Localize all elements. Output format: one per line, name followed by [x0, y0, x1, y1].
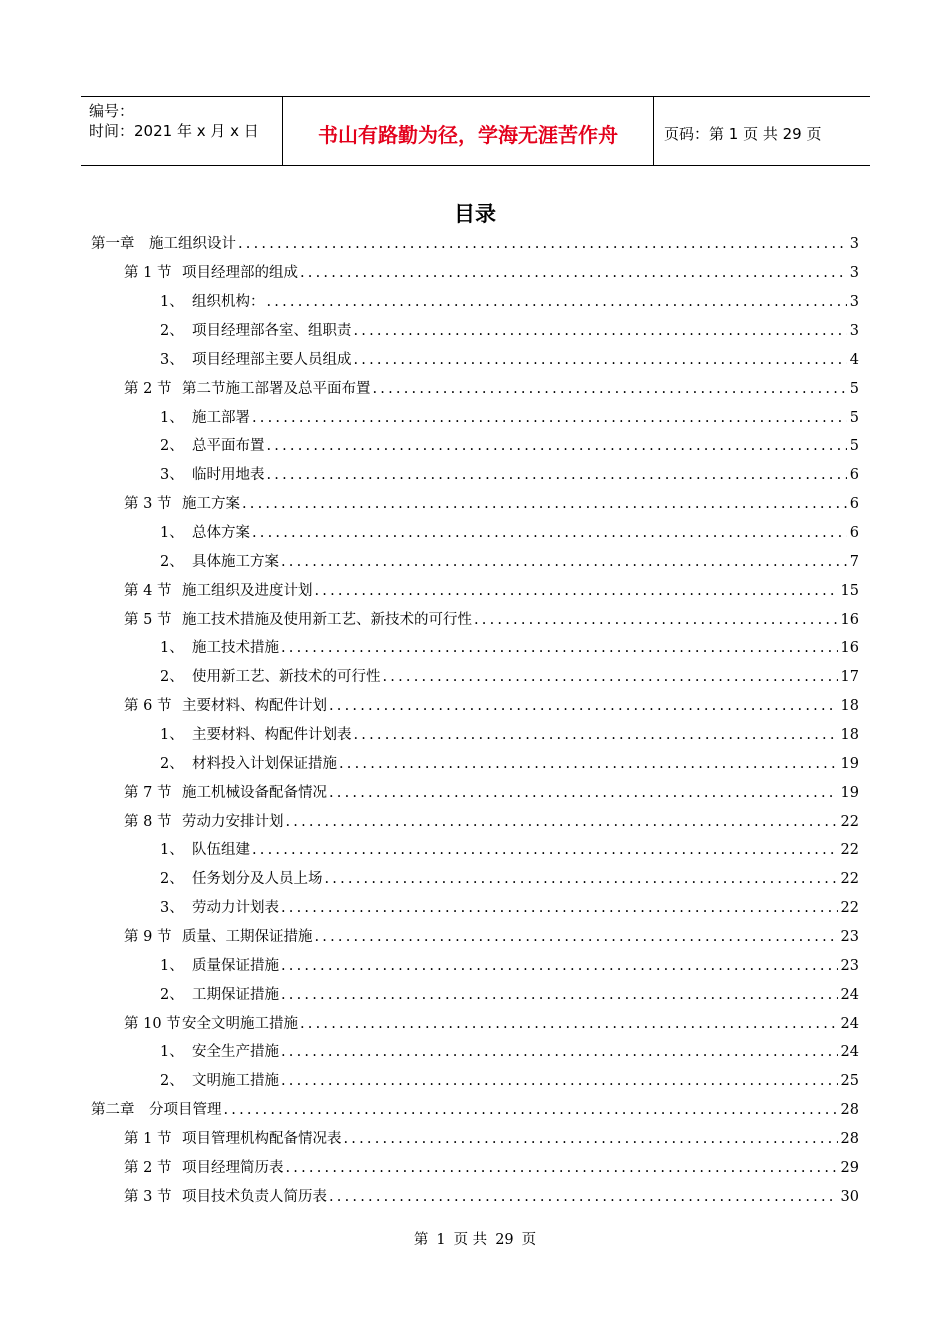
toc-entry-text: 分项目管理 [149, 1102, 222, 1118]
toc-leader-dots [286, 812, 838, 832]
toc-entry-text: 项目技术负责人简历表 [182, 1189, 327, 1205]
toc-entry-number: 2、 [160, 554, 184, 570]
toc-entry[interactable] [124, 581, 859, 601]
toc-leader-dots [267, 436, 847, 456]
toc-entry-number: 2、 [160, 438, 184, 454]
toc-entry-text: 材料投入计划保证措施 [192, 756, 337, 772]
toc-entry-page: 24 [840, 987, 859, 1003]
toc-entry-text: 劳动力安排计划 [182, 814, 284, 830]
toc-entry-number: 第 1 节 [124, 1131, 172, 1147]
toc-entry[interactable] [160, 1042, 859, 1062]
toc-entry-number: 1、 [160, 410, 184, 426]
toc-entry-page: 28 [840, 1131, 859, 1147]
toc-entry[interactable] [160, 898, 859, 918]
toc-entry-page: 25 [840, 1073, 859, 1089]
toc-entry-number: 第 2 节 [124, 1160, 172, 1176]
toc-leader-dots [281, 638, 838, 658]
toc-leader-dots [354, 350, 847, 370]
toc-leader-dots [373, 379, 847, 399]
toc-leader-dots [325, 869, 838, 889]
toc-entry-text: 项目经理简历表 [182, 1160, 284, 1176]
toc-entry-text: 项目经理部各室、组职责 [192, 323, 352, 339]
toc-entry-number: 3、 [160, 467, 184, 483]
toc-leader-dots [281, 1071, 838, 1091]
toc-entry[interactable] [124, 494, 859, 514]
toc-entry-page: 22 [840, 842, 859, 858]
toc-entry[interactable] [124, 263, 859, 283]
toc-leader-dots [252, 523, 847, 543]
toc-entry-page: 29 [840, 1160, 859, 1176]
toc-leader-dots [267, 292, 847, 312]
toc-entry[interactable] [160, 465, 859, 485]
toc-entry-number: 3、 [160, 900, 184, 916]
toc-leader-dots [281, 898, 838, 918]
toc-entry-text: 劳动力计划表 [192, 900, 279, 916]
toc-entry-text: 施工技术措施及使用新工艺、新技术的可行性 [182, 612, 472, 628]
toc-entry-number: 第 5 节 [124, 612, 172, 628]
footer-current-page: 1 [436, 1232, 446, 1248]
toc-entry-number: 第 8 节 [124, 814, 172, 830]
toc-entry-number: 第 6 节 [124, 698, 172, 714]
toc-entry[interactable] [160, 523, 859, 543]
toc-entry-number: 1、 [160, 842, 184, 858]
toc-leader-dots [224, 1100, 838, 1120]
toc-entry[interactable] [160, 321, 859, 341]
toc-entry-text: 总平面布置 [192, 438, 265, 454]
toc-entry-text: 质量、工期保证措施 [182, 929, 313, 945]
toc-entry-page: 16 [840, 612, 859, 628]
toc-entry-page: 17 [840, 669, 859, 685]
toc-entry[interactable] [160, 840, 859, 860]
footer-prefix: 第 [413, 1232, 429, 1248]
toc-entry-number: 2、 [160, 323, 184, 339]
toc-entry-number: 第 3 节 [124, 496, 172, 512]
toc-entry-page: 24 [840, 1016, 859, 1032]
toc-entry-text: 安全文明施工措施 [182, 1016, 298, 1032]
toc-leader-dots [281, 1042, 838, 1062]
toc-leader-dots [315, 581, 838, 601]
toc-leader-dots [267, 465, 847, 485]
toc-entry-number: 第 2 节 [124, 381, 172, 397]
toc-entry[interactable] [160, 1071, 859, 1091]
toc-entry[interactable] [124, 1158, 859, 1178]
toc-entry[interactable] [160, 754, 859, 774]
toc-entry-page: 15 [840, 583, 859, 599]
toc-entry-number: 第 1 节 [124, 265, 172, 281]
toc-leader-dots [238, 234, 847, 254]
toc-entry-number: 第 10 节 [124, 1016, 181, 1032]
toc-entry-number: 第 3 节 [124, 1189, 172, 1205]
toc-leader-dots [354, 321, 847, 341]
toc-entry-page: 19 [840, 756, 859, 772]
toc-entry-page: 18 [840, 698, 859, 714]
toc-leader-dots [344, 1129, 838, 1149]
toc-entry-page: 24 [840, 1044, 859, 1060]
toc-entry[interactable] [91, 234, 859, 254]
toc-leader-dots [252, 840, 838, 860]
document-header [81, 96, 870, 166]
toc-entry[interactable] [91, 1100, 859, 1120]
toc-leader-dots [383, 667, 838, 687]
toc-entry[interactable] [124, 927, 859, 947]
toc-entry-number: 1、 [160, 525, 184, 541]
toc-entry-text: 项目管理机构配备情况表 [182, 1131, 342, 1147]
toc-entry-text: 使用新工艺、新技术的可行性 [192, 669, 381, 685]
toc-entry-number: 2、 [160, 987, 184, 1003]
toc-entry-page: 5 [849, 438, 859, 454]
header-meta [81, 97, 283, 165]
toc-entry[interactable] [160, 956, 859, 976]
page-footer [0, 1228, 950, 1249]
toc-leader-dots [329, 696, 838, 716]
toc-entry-page: 22 [840, 900, 859, 916]
toc-entry-page: 4 [849, 352, 859, 368]
toc-entry-page: 28 [840, 1102, 859, 1118]
toc-leader-dots [281, 985, 838, 1005]
toc-entry-page: 6 [849, 467, 859, 483]
toc-entry[interactable] [160, 638, 859, 658]
toc-entry-page: 23 [840, 958, 859, 974]
toc-entry[interactable] [124, 1014, 859, 1034]
toc-entry[interactable] [124, 696, 859, 716]
toc-entry-page: 5 [849, 381, 859, 397]
toc-entry-page: 19 [840, 785, 859, 801]
toc-entry-text: 任务划分及人员上场 [192, 871, 323, 887]
toc-entry-number: 1、 [160, 1044, 184, 1060]
header-page-info: 页码：第 1 页 共 29 页 [664, 124, 822, 143]
toc-entry-text: 主要材料、构配件计划 [182, 698, 327, 714]
toc-entry-text: 具体施工方案 [192, 554, 279, 570]
toc-entry-text: 临时用地表 [192, 467, 265, 483]
toc-entry-number: 1、 [160, 958, 184, 974]
toc-leader-dots [252, 408, 847, 428]
toc-entry[interactable] [124, 1129, 859, 1149]
toc-entry-text: 组织机构： [192, 294, 265, 310]
toc-entry[interactable] [160, 985, 859, 1005]
toc-leader-dots [281, 956, 838, 976]
toc-entry-number: 2、 [160, 669, 184, 685]
toc-leader-dots [300, 1014, 838, 1034]
toc-entry-page: 16 [840, 640, 859, 656]
toc-entry-page: 6 [849, 525, 859, 541]
toc-entry-number: 1、 [160, 727, 184, 743]
toc-entry-number: 第一章 [91, 236, 135, 252]
toc-entry-text: 工期保证措施 [192, 987, 279, 1003]
toc-entry-page: 22 [840, 871, 859, 887]
toc-entry-number: 第 4 节 [124, 583, 172, 599]
toc-entry[interactable] [160, 552, 859, 572]
toc-entry-number: 第二章 [91, 1102, 135, 1118]
toc-entry-number: 2、 [160, 871, 184, 887]
toc-leader-dots [329, 1187, 838, 1207]
toc-entry-page: 3 [849, 236, 859, 252]
toc-entry-page: 5 [849, 410, 859, 426]
toc-entry-text: 施工组织及进度计划 [182, 583, 313, 599]
toc-entry-text: 总体方案 [192, 525, 250, 541]
toc-entry-page: 3 [849, 265, 859, 281]
toc-entry-text: 施工组织设计 [149, 236, 236, 252]
toc-entry[interactable] [124, 379, 859, 399]
toc-title: 目录 [454, 202, 496, 226]
toc-entry-page: 18 [840, 727, 859, 743]
toc-entry-text: 项目经理部的组成 [182, 265, 298, 281]
toc-entry[interactable] [160, 408, 859, 428]
toc-entry-number: 第 9 节 [124, 929, 172, 945]
toc-leader-dots [329, 783, 838, 803]
time-label: 时间：2021 年 x 月 x 日 [89, 122, 259, 140]
toc-leader-dots [315, 927, 838, 947]
toc-entry-text: 主要材料、构配件计划表 [192, 727, 352, 743]
toc-entry-text: 施工部署 [192, 410, 250, 426]
toc-entry[interactable] [160, 869, 859, 889]
toc-entry-text: 安全生产措施 [192, 1044, 279, 1060]
toc-entry[interactable] [160, 436, 859, 456]
toc-entry[interactable] [160, 350, 859, 370]
toc-entry[interactable] [124, 610, 859, 630]
toc-leader-dots [300, 263, 847, 283]
toc-entry-page: 3 [849, 294, 859, 310]
toc-entry[interactable] [124, 812, 859, 832]
toc-entry[interactable] [124, 783, 859, 803]
toc-entry-number: 第 7 节 [124, 785, 172, 801]
toc-entry[interactable] [160, 292, 859, 312]
toc-entry-text: 质量保证措施 [192, 958, 279, 974]
toc-entry-text: 施工技术措施 [192, 640, 279, 656]
toc-entry-text: 文明施工措施 [192, 1073, 279, 1089]
footer-suffix: 页 [521, 1232, 537, 1248]
toc-entry-number: 2、 [160, 1073, 184, 1089]
toc-entry-text: 施工方案 [182, 496, 240, 512]
toc-entry-number: 1、 [160, 640, 184, 656]
toc-entry-page: 3 [849, 323, 859, 339]
header-motto: 书山有路勤为径，学海无涯苦作舟 [283, 97, 654, 165]
toc-entry[interactable] [160, 725, 859, 745]
footer-total-pages: 29 [495, 1232, 514, 1248]
toc-entry-page: 22 [840, 814, 859, 830]
toc-leader-dots [281, 552, 847, 572]
toc-entry-page: 30 [840, 1189, 859, 1205]
toc-entry[interactable] [124, 1187, 859, 1207]
toc-entry-page: 23 [840, 929, 859, 945]
toc-entry-number: 1、 [160, 294, 184, 310]
toc-entry-number: 3、 [160, 352, 184, 368]
toc-entry-page: 6 [849, 496, 859, 512]
toc-entry-page: 7 [849, 554, 859, 570]
number-label: 编号： [89, 102, 135, 120]
toc-leader-dots [339, 754, 838, 774]
toc-leader-dots [474, 610, 838, 630]
toc-entry-text: 第二节施工部署及总平面布置 [182, 381, 371, 397]
toc-entry-text: 施工机械设备配备情况 [182, 785, 327, 801]
toc-leader-dots [286, 1158, 838, 1178]
toc-entry-text: 项目经理部主要人员组成 [192, 352, 352, 368]
toc-leader-dots [354, 725, 838, 745]
toc-entry-text: 队伍组建 [192, 842, 250, 858]
toc-leader-dots [242, 494, 847, 514]
toc-entry[interactable] [160, 667, 859, 687]
toc-entry-number: 2、 [160, 756, 184, 772]
footer-middle: 页 共 [453, 1232, 488, 1248]
